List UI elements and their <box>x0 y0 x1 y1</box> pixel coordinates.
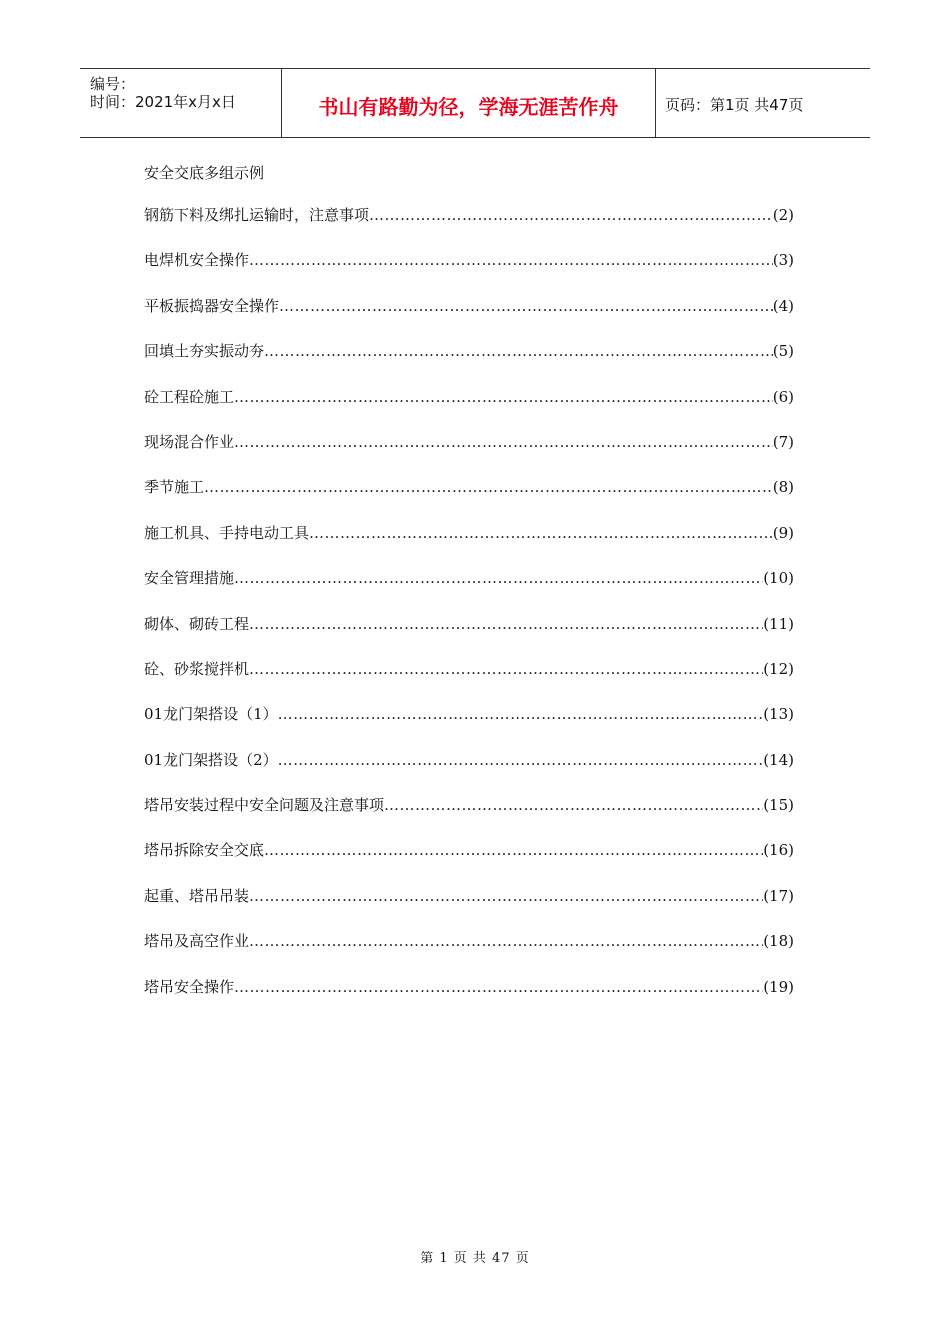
toc-entry[interactable] <box>144 840 794 885</box>
toc-entry-page: (12) <box>763 659 794 678</box>
toc-entry-page: (3) <box>772 251 794 270</box>
toc-leader-dots <box>234 977 763 997</box>
toc-entry-page: (4) <box>772 296 794 315</box>
toc-entry[interactable] <box>144 614 794 659</box>
toc-entry[interactable] <box>144 523 794 568</box>
toc-entry[interactable] <box>144 931 794 976</box>
toc-entry-page: (17) <box>763 886 794 905</box>
toc-entry-page: (19) <box>763 977 794 996</box>
motto: 书山有路勤为径，学海无涯苦作舟 <box>318 95 619 119</box>
toc-entry-title: 电焊机安全操作 <box>144 251 250 270</box>
toc-entry-title: 平板振捣器安全操作 <box>144 296 280 315</box>
header-right-cell <box>655 69 870 137</box>
toc-entry-title: 钢筋下料及绑扎运输时，注意事项 <box>144 206 370 224</box>
toc-leader-dots <box>234 432 773 452</box>
toc-entry[interactable] <box>144 250 794 295</box>
toc-entry-title: 砼工程砼施工 <box>144 387 235 406</box>
toc-entry-title: 砼、砂浆搅拌机 <box>144 659 250 678</box>
toc-entry-title: 塔吊安装过程中安全问题及注意事项 <box>144 796 385 815</box>
header-table <box>80 68 870 138</box>
toc-entry-title: 塔吊安全操作 <box>144 977 235 996</box>
toc-leader-dots <box>369 205 773 225</box>
toc-entry-page: (14) <box>763 750 794 769</box>
toc-entry-page: (6) <box>772 387 794 406</box>
toc-entry-title: 塔吊拆除安全交底 <box>144 841 265 860</box>
toc-entry[interactable] <box>144 750 794 795</box>
toc-leader-dots <box>249 250 773 270</box>
table-of-contents <box>144 205 794 1022</box>
toc-leader-dots <box>279 296 773 316</box>
toc-entry[interactable] <box>144 205 794 250</box>
toc-leader-dots <box>264 840 763 860</box>
toc-leader-dots <box>249 659 763 679</box>
toc-entry[interactable] <box>144 704 794 749</box>
toc-entry-title: 施工机具、手持电动工具 <box>144 523 310 542</box>
toc-entry-title: 砌体、砌砖工程 <box>144 614 250 633</box>
toc-entry[interactable] <box>144 296 794 341</box>
toc-entry[interactable] <box>144 795 794 840</box>
toc-entry[interactable] <box>144 341 794 386</box>
toc-entry-title: 季节施工 <box>144 478 205 497</box>
document-title: 安全交底多组示例 <box>144 164 265 182</box>
toc-entry[interactable] <box>144 432 794 477</box>
toc-leader-dots <box>234 387 773 407</box>
toc-leader-dots <box>278 750 764 770</box>
toc-entry-page: (7) <box>772 432 794 451</box>
toc-entry[interactable] <box>144 886 794 931</box>
toc-entry-title: 安全管理措施 <box>144 569 235 588</box>
toc-leader-dots <box>249 886 763 906</box>
number-label: 编号： <box>90 75 136 93</box>
toc-leader-dots <box>384 795 763 815</box>
toc-leader-dots <box>249 614 763 634</box>
toc-entry-page: (15) <box>763 796 794 815</box>
header-left-cell <box>80 69 281 137</box>
toc-entry-page: (16) <box>763 841 794 860</box>
toc-entry-page: (10) <box>763 569 794 588</box>
toc-entry-page: (8) <box>772 478 794 497</box>
toc-entry[interactable] <box>144 568 794 613</box>
page-footer: 第 1 页 共 47 页 <box>420 1251 530 1266</box>
toc-entry[interactable] <box>144 387 794 432</box>
toc-leader-dots <box>264 341 773 361</box>
toc-entry-page: (18) <box>763 932 794 951</box>
toc-entry[interactable] <box>144 977 794 1022</box>
toc-entry-page: (11) <box>763 614 794 633</box>
toc-leader-dots <box>234 568 763 588</box>
toc-entry-title: 起重、塔吊吊装 <box>144 886 250 905</box>
toc-entry[interactable] <box>144 477 794 522</box>
toc-entry-title: 01龙门架搭设（1） <box>144 705 278 724</box>
time-label: 时间：2021年x月x日 <box>90 93 236 111</box>
toc-entry-page: (13) <box>763 705 794 724</box>
toc-leader-dots <box>249 931 763 951</box>
toc-entry-page: (2) <box>772 206 794 224</box>
toc-entry-title: 现场混合作业 <box>144 432 235 451</box>
toc-leader-dots <box>309 523 773 543</box>
page-info: 页码：第1页 共47页 <box>665 96 804 114</box>
toc-entry-title: 回填土夯实振动夯 <box>144 342 265 361</box>
toc-leader-dots <box>278 704 764 724</box>
toc-entry-page: (9) <box>772 523 794 542</box>
toc-entry[interactable] <box>144 659 794 704</box>
toc-entry-title: 塔吊及高空作业 <box>144 932 250 951</box>
toc-leader-dots <box>204 477 773 497</box>
toc-entry-title: 01龙门架搭设（2） <box>144 750 278 769</box>
header-middle-cell <box>281 69 656 137</box>
toc-entry-page: (5) <box>772 342 794 361</box>
